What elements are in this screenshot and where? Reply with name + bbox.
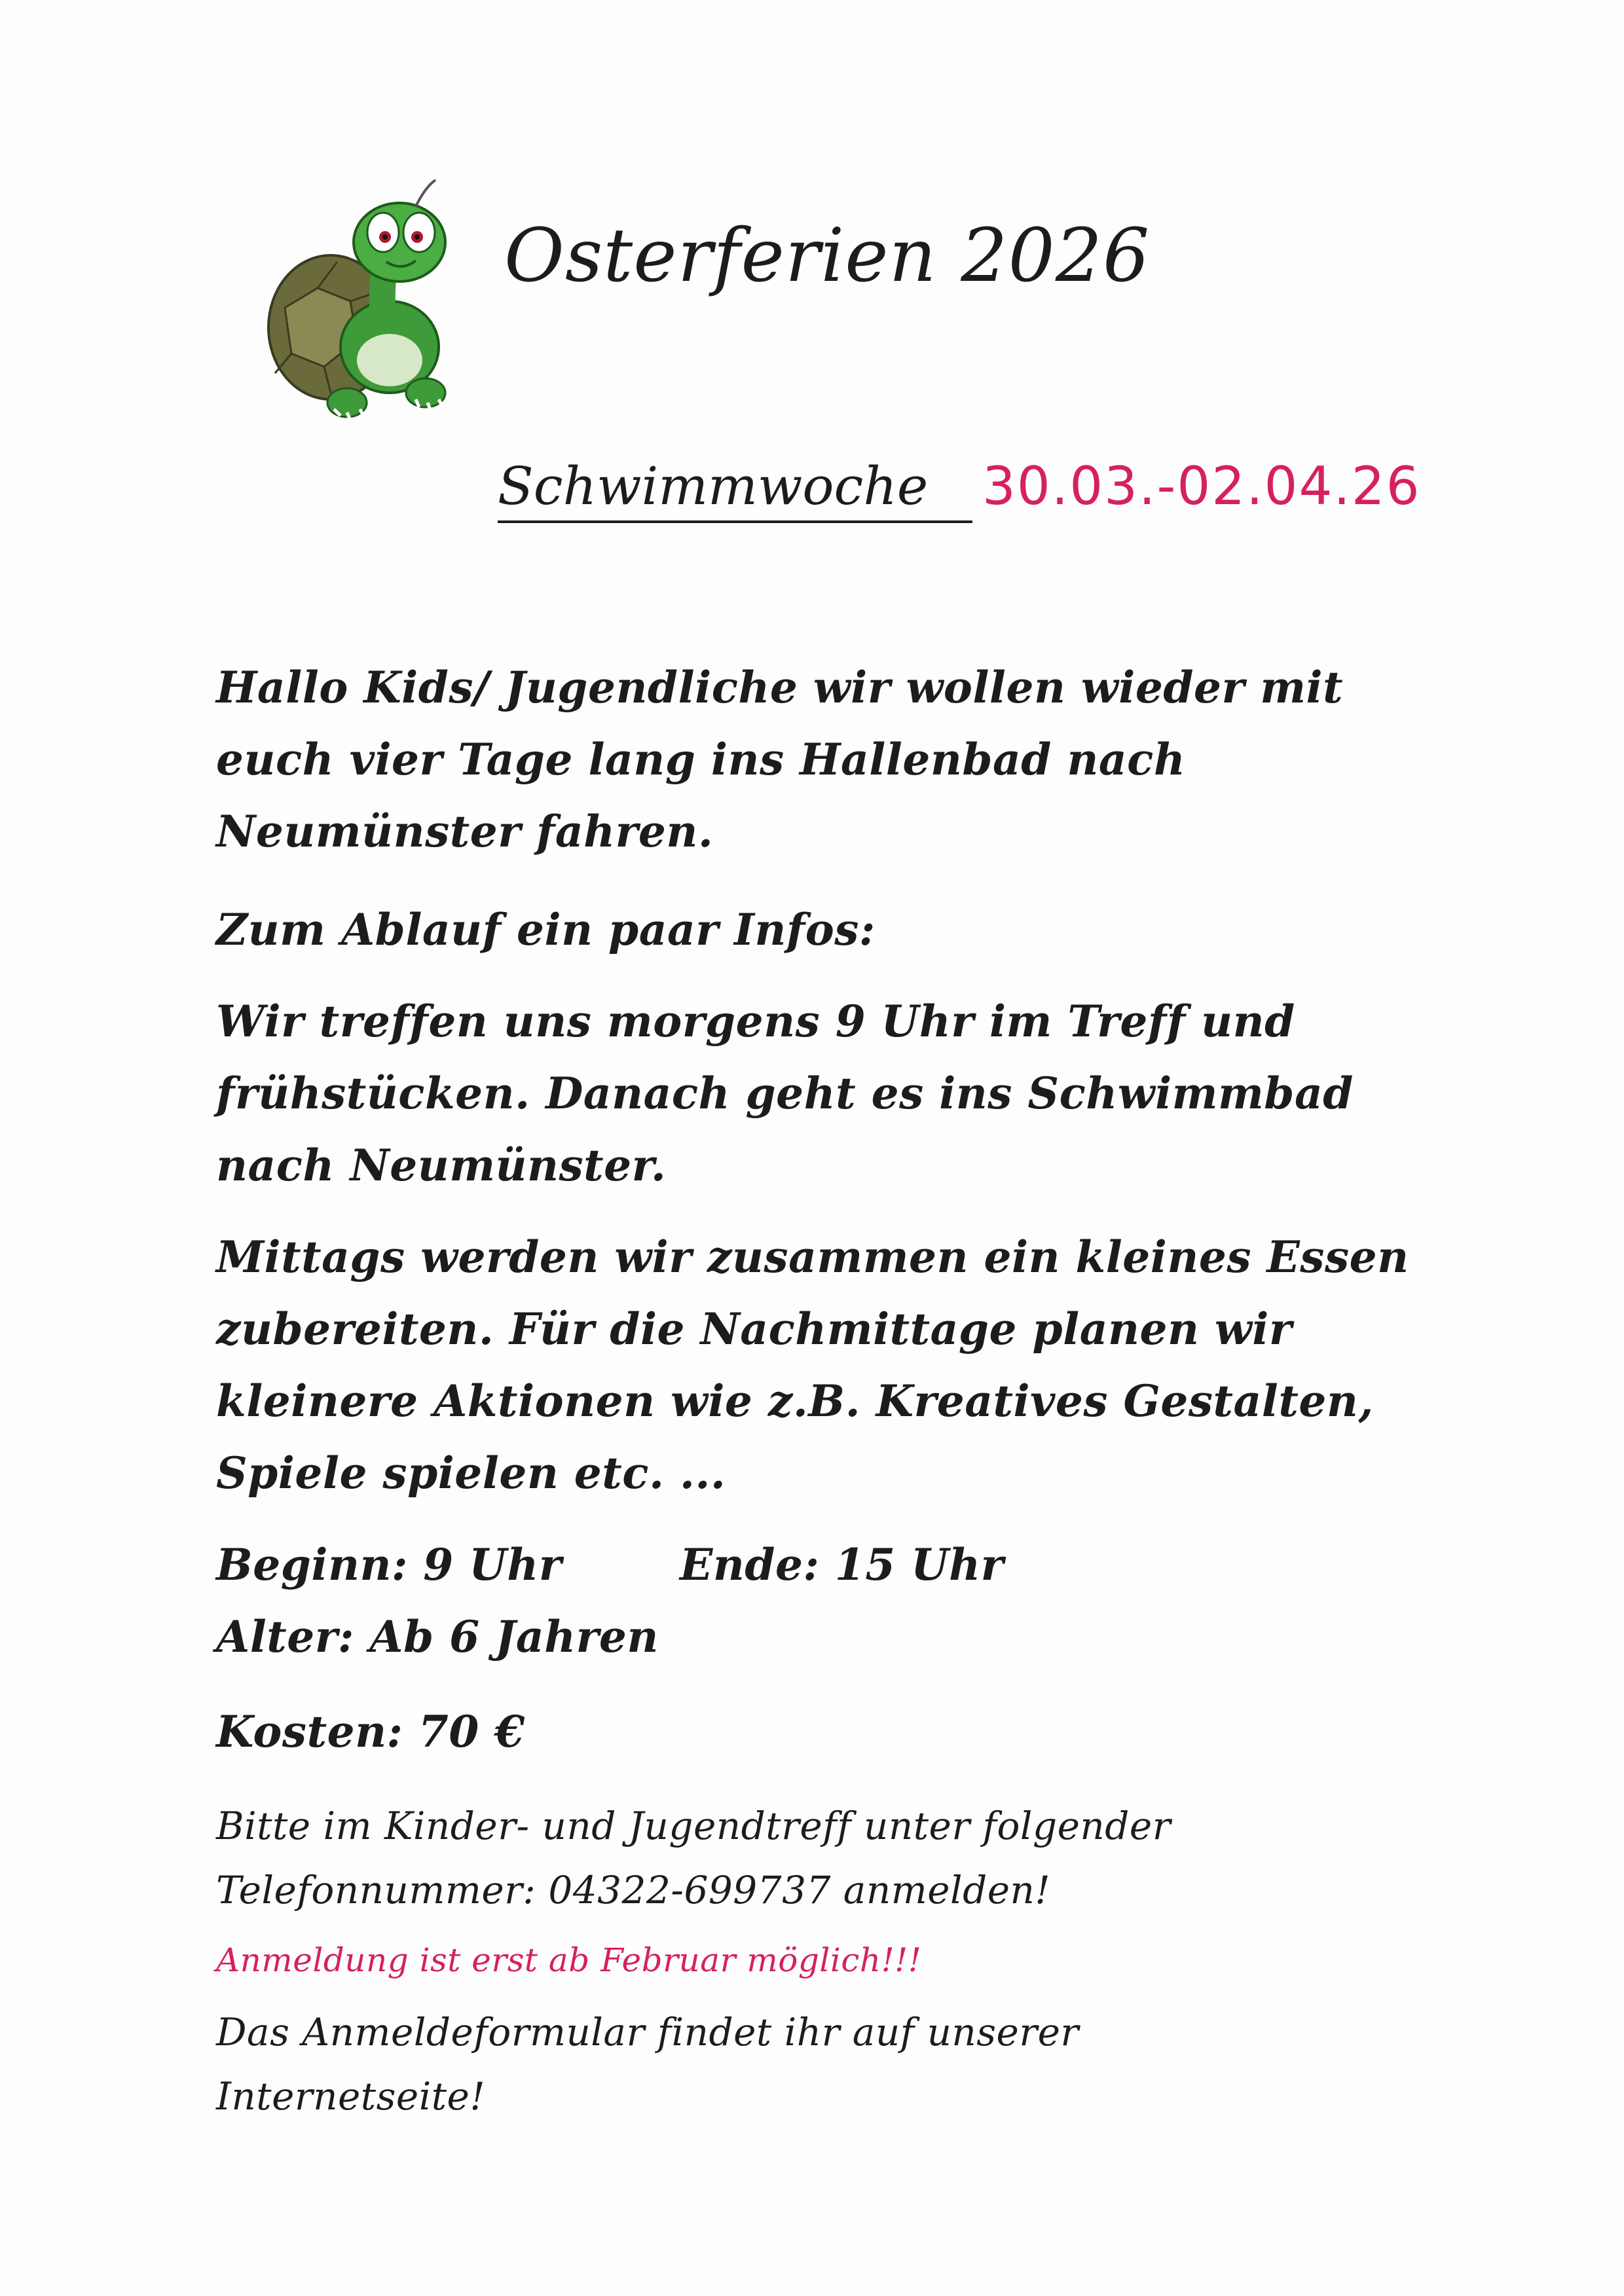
begin-time: Beginn: 9 Uhr <box>216 1539 563 1590</box>
page-title: Osterferien 2026 <box>504 213 1151 299</box>
intro-paragraph: Hallo Kids/ Jugendliche wir wollen wieder mit euch vier Tage lang ins Hallenbad nach Neumünster fahren. <box>216 662 1344 857</box>
end-time: Ende: 15 Uhr <box>680 1539 1004 1590</box>
registration-form-line-1: Das Anmeldeformular findet ihr auf unserer <box>216 2010 1079 2054</box>
morning-paragraph: Wir treffen uns morgens 9 Uhr im Treff und frühstücken. Danach geht es ins Schwimmbad nach Neumünster. <box>216 996 1354 1191</box>
registration-phone-line-1: Bitte im Kinder- und Jugendtreff unter folgender <box>216 1804 1171 1848</box>
times-line <box>216 1529 1434 1601</box>
registration-form-text <box>216 2000 1434 2128</box>
turtle-mascot-illustration <box>259 177 475 439</box>
registration-form-line-2: Internetseite! <box>216 2074 486 2119</box>
registration-notice: Anmeldung ist erst ab Februar möglich!!! <box>216 1941 922 1979</box>
infos-heading: Zum Ablauf ein paar Infos: <box>216 904 876 955</box>
age-line: Alter: Ab 6 Jahren <box>216 1611 659 1662</box>
subtitle-row <box>498 455 1421 523</box>
registration-phone-text <box>216 1794 1434 1922</box>
cost-line: Kosten: 70 € <box>216 1706 525 1757</box>
subtitle-schwimmwoche: Schwimmwoche <box>498 455 972 523</box>
subtitle-dates: 30.03.-02.04.26 <box>982 456 1421 517</box>
midday-paragraph: Mittags werden wir zusammen ein kleines Essen zubereiten. Für die Nachmittage planen wir kleinere Aktionen wie z.B. Kreatives Gestalten, Spiele spielen etc. ... <box>216 1231 1409 1499</box>
registration-phone-line-2: Telefonnummer: 04322-699737 anmelden! <box>216 1868 1051 1912</box>
